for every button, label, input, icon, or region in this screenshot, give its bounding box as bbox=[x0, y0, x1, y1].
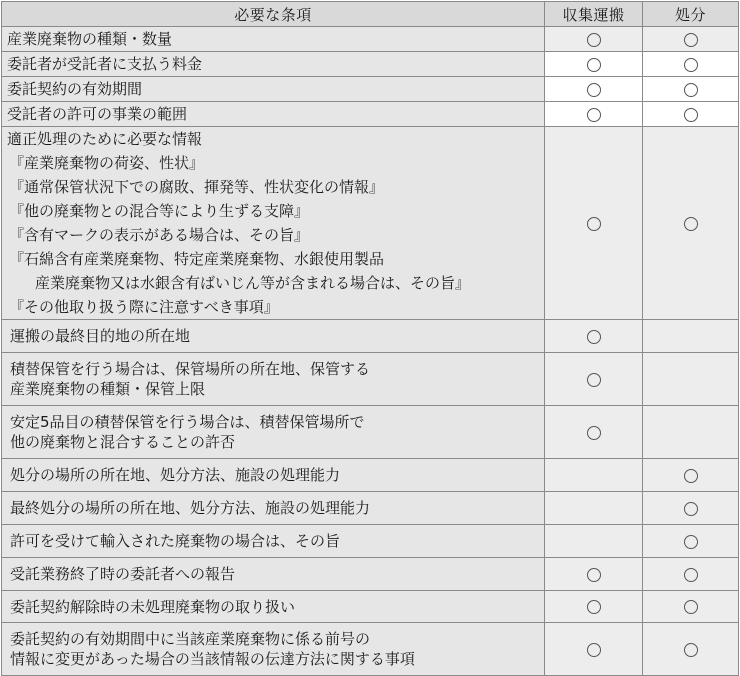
circle-mark-icon bbox=[684, 643, 698, 657]
disposal-cell bbox=[643, 52, 739, 77]
circle-mark-icon bbox=[587, 568, 601, 582]
circle-mark-icon bbox=[587, 373, 601, 387]
collection-transport-cell bbox=[545, 27, 643, 52]
clause-text-line: 運搬の最終目的地の所在地 bbox=[10, 327, 191, 345]
clause-text-line: 情報に変更があった場合の当該情報の伝達方法に関する事項 bbox=[10, 650, 415, 668]
circle-mark-icon bbox=[587, 217, 601, 231]
clause-text-line: 『他の廃棄物との混合等により生ずる支障』 bbox=[9, 202, 310, 220]
disposal-cell bbox=[643, 27, 739, 52]
clause-text-line: 『産業廃棄物の荷姿、性状』 bbox=[9, 154, 205, 172]
clause-text-line: 産業廃棄物又は水銀含有ばいじん等が含まれる場合は、その旨』 bbox=[35, 274, 471, 292]
disposal-cell bbox=[643, 525, 739, 558]
disposal-cell bbox=[643, 406, 739, 459]
table-row bbox=[2, 492, 739, 525]
clause-text-line: 許可を受けて輸入された廃棄物の場合は、その旨 bbox=[10, 532, 341, 550]
table-body bbox=[2, 27, 739, 676]
table-row bbox=[2, 558, 739, 591]
table-row bbox=[2, 591, 739, 623]
circle-mark-icon bbox=[684, 33, 698, 47]
circle-mark-icon bbox=[684, 469, 698, 483]
collection-transport-cell bbox=[545, 623, 643, 676]
clause-text-line: 『その他取り扱う際に注意すべき事項』 bbox=[9, 298, 279, 316]
disposal-cell bbox=[643, 492, 739, 525]
clause-text-line: 『通常保管状況下での腐敗、揮発等、性状変化の情報』 bbox=[9, 178, 385, 196]
collection-transport-cell bbox=[545, 459, 643, 492]
table-row bbox=[2, 127, 739, 320]
clause-text-line: 『含有マークの表示がある場合は、その旨』 bbox=[9, 226, 310, 244]
clause-text-line: 委託契約の有効期間 bbox=[7, 80, 143, 98]
disposal-cell bbox=[643, 558, 739, 591]
clause-text-line: 積替保管を行う場合は、保管場所の所在地、保管する bbox=[10, 360, 371, 378]
disposal-cell bbox=[643, 127, 739, 320]
table-row bbox=[2, 102, 739, 127]
clause-text-line: 『石綿含有産業廃棄物、特定産業廃棄物、水銀使用製品 bbox=[9, 250, 385, 268]
collection-transport-cell bbox=[545, 320, 643, 353]
circle-mark-icon bbox=[587, 330, 601, 344]
clause-text-line: 安定5品目の積替保管を行う場合は、積替保管場所で bbox=[10, 413, 365, 431]
circle-mark-icon bbox=[684, 502, 698, 516]
clause-cell bbox=[2, 77, 545, 102]
collection-transport-cell bbox=[545, 127, 643, 320]
table-row bbox=[2, 353, 739, 406]
collection-transport-cell bbox=[545, 525, 643, 558]
collection-transport-cell bbox=[545, 591, 643, 623]
clause-text-line: 他の廃棄物と混合することの許否 bbox=[10, 433, 236, 451]
table-header-row bbox=[2, 2, 739, 27]
clause-cell bbox=[2, 492, 545, 525]
table-row bbox=[2, 52, 739, 77]
disposal-cell bbox=[643, 623, 739, 676]
circle-mark-icon bbox=[587, 426, 601, 440]
clause-text-line: 処分の場所の所在地、処分方法、施設の処理能力 bbox=[10, 466, 341, 484]
clause-cell bbox=[2, 102, 545, 127]
clause-cell bbox=[2, 127, 545, 320]
clause-cell bbox=[2, 320, 545, 353]
clause-text-line: 適正処理のために必要な情報 bbox=[7, 130, 203, 148]
table-row bbox=[2, 320, 739, 353]
table-row bbox=[2, 459, 739, 492]
collection-transport-cell bbox=[545, 406, 643, 459]
table-row bbox=[2, 77, 739, 102]
clause-cell bbox=[2, 623, 545, 676]
disposal-cell bbox=[643, 102, 739, 127]
disposal-cell bbox=[643, 459, 739, 492]
collection-transport-cell bbox=[545, 77, 643, 102]
clause-text-line: 受託業務終了時の委託者への報告 bbox=[10, 565, 236, 583]
circle-mark-icon bbox=[684, 568, 698, 582]
circle-mark-icon bbox=[684, 58, 698, 72]
clause-text-line: 委託者が受託者に支払う料金 bbox=[7, 55, 203, 73]
clause-text-line: 委託契約の有効期間中に当該産業廃棄物に係る前号の bbox=[10, 630, 371, 648]
circle-mark-icon bbox=[587, 108, 601, 122]
clause-text-line: 委託契約解除時の未処理廃棄物の取り扱い bbox=[10, 597, 296, 616]
circle-mark-icon bbox=[684, 83, 698, 97]
clause-text-line: 最終処分の場所の所在地、処分方法、施設の処理能力 bbox=[10, 499, 371, 517]
table-row bbox=[2, 27, 739, 52]
clause-cell bbox=[2, 591, 545, 623]
table-row bbox=[2, 406, 739, 459]
circle-mark-icon bbox=[587, 643, 601, 657]
clause-cell bbox=[2, 558, 545, 591]
circle-mark-icon bbox=[587, 33, 601, 47]
collection-transport-cell bbox=[545, 558, 643, 591]
clause-text-line: 産業廃棄物の種類・数量 bbox=[7, 30, 173, 48]
collection-transport-cell bbox=[545, 102, 643, 127]
circle-mark-icon bbox=[684, 108, 698, 122]
disposal-cell bbox=[643, 320, 739, 353]
circle-mark-icon bbox=[587, 600, 601, 614]
collection-transport-cell bbox=[545, 52, 643, 77]
header-disposal: 処分 bbox=[643, 2, 739, 27]
contract-requirements-table bbox=[1, 1, 739, 676]
clause-cell bbox=[2, 525, 545, 558]
table-row bbox=[2, 525, 739, 558]
disposal-cell bbox=[643, 77, 739, 102]
circle-mark-icon bbox=[587, 58, 601, 72]
header-collection-transport: 収集運搬 bbox=[545, 2, 643, 27]
circle-mark-icon bbox=[684, 217, 698, 231]
collection-transport-cell bbox=[545, 492, 643, 525]
table-row bbox=[2, 623, 739, 676]
clause-cell bbox=[2, 459, 545, 492]
clause-text-line: 産業廃棄物の種類・保管上限 bbox=[10, 380, 206, 398]
clause-cell bbox=[2, 406, 545, 459]
clause-cell bbox=[2, 52, 545, 77]
circle-mark-icon bbox=[684, 600, 698, 614]
disposal-cell bbox=[643, 353, 739, 406]
clause-cell bbox=[2, 27, 545, 52]
circle-mark-icon bbox=[684, 535, 698, 549]
circle-mark-icon bbox=[587, 83, 601, 97]
header-required-clause: 必要な条項 bbox=[2, 2, 545, 27]
collection-transport-cell bbox=[545, 353, 643, 406]
clause-text-line: 受託者の許可の事業の範囲 bbox=[7, 105, 188, 123]
disposal-cell bbox=[643, 591, 739, 623]
clause-cell bbox=[2, 353, 545, 406]
